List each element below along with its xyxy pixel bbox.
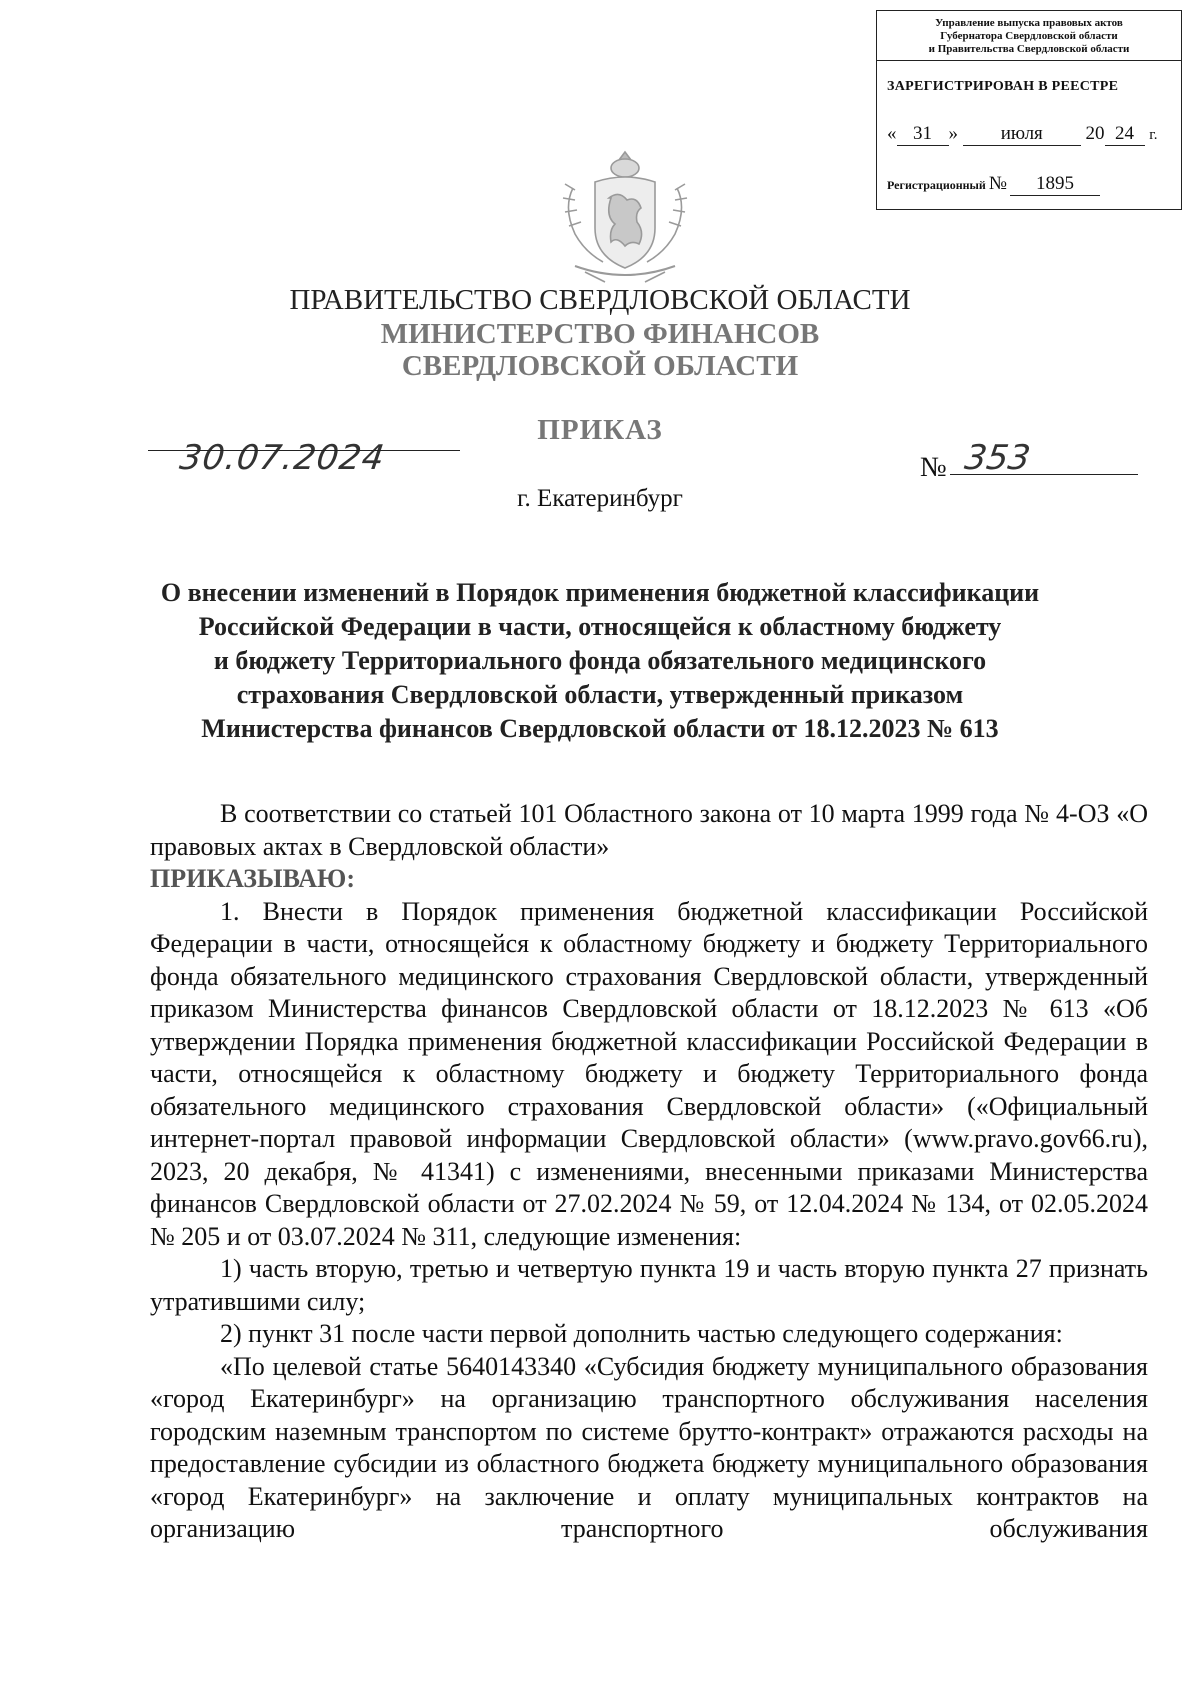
date-underline [148, 450, 460, 451]
ministry-name-line2: СВЕРДЛОВСКОЙ ОБЛАСТИ [401, 350, 799, 382]
stamp-year-label: г. [1149, 127, 1158, 143]
stamp-reg-number: 1895 [1010, 173, 1100, 196]
subitem-2-paragraph: 2) пункт 31 после части первой дополнить частью следующего содержания: [220, 1319, 1063, 1348]
stamp-reg-label: Регистрационный [887, 178, 986, 192]
item-1-paragraph: 1. Внести в Порядок применения бюджетной классификации Российской Федерации в части, относящейся к областному бюджету и бюджету Территориального фонда обязательного медицинского страхования Свердловской области, утвержденный приказом Министерства финансов Свердловской области от 18.12.2023 № 613 «Об утверждении Порядка применения бюджетной классификации Российской Федерации в части, относящейся к областному бюджету и бюджету Территориального фонда обязательного медицинского страхования Свердловской области» («Официальный интернет-портал правовой информации Свердловской области» (www.pravo.gov66.ru), 2023, 20 декабря, № 41341) с изменениями, внесенными приказами Министерства финансов Свердловской области от 27.02.2024 № 59, от 12.04.2024 № 134, от 02.05.2024 № 205 и от 03.07.2024 № 311, следующие изменения: [150, 896, 1148, 1251]
title-line: страхования Свердловской области, утвержденный приказом [236, 680, 964, 709]
stamp-date-year-suffix: 24 [1105, 123, 1145, 146]
title-line: О внесении изменений в Порядок применения бюджетной классификации [160, 578, 1040, 607]
registry-stamp [876, 10, 1182, 210]
stamp-date: « 31 » июля 20 24 г. [887, 123, 1158, 144]
coat-of-arms-icon [555, 148, 695, 286]
quote-paragraph: «По целевой статье 5640143340 «Субсидия бюджету муниципального образования «город Екатеринбург» на организацию транспортного обслуживания населения городским наземным транспортом по системе брутто-контракт» отражаются расходы на предоставление субсидии из областного бюджета бюджету муниципального образования «город Екатеринбург» на заключение и оплату муниципальных контрактов на организацию транспортного обслуживания [150, 1351, 1148, 1543]
stamp-header-line: Управление выпуска правовых актов [935, 17, 1123, 29]
preamble-paragraph: В соответствии со статьей 101 Областного закона от 10 марта 1999 года № 4-ОЗ «О правовых актах в Свердловской области» [150, 799, 1148, 861]
stamp-header-line: Губернатора Свердловской области [940, 30, 1118, 42]
stamp-reg-number-row [887, 173, 1100, 196]
handwritten-date: 30.07.2024 [177, 438, 388, 478]
stamp-date-month: июля [963, 123, 1081, 146]
title-line: Министерства финансов Свердловской области от 18.12.2023 № 613 [201, 714, 999, 743]
stamp-registered-label: ЗАРЕГИСТРИРОВАН В РЕЕСТРЕ [887, 79, 1119, 94]
city: г. Екатеринбург [517, 485, 683, 512]
document-body [150, 798, 1148, 1546]
stamp-number-sign: № [988, 173, 1007, 194]
title-line: и бюджету Территориального фонда обязательного медицинского [213, 646, 987, 675]
stamp-date-year-prefix: 20 [1085, 123, 1105, 144]
stamp-header-line: и Правительства Свердловской области [928, 43, 1130, 55]
stamp-header [877, 11, 1181, 61]
document-title [150, 576, 1050, 746]
number-underline [950, 474, 1138, 475]
title-line: Российской Федерации в части, относящейся к областному бюджету [198, 612, 1002, 641]
order-word: ПРИКАЗЫВАЮ: [150, 864, 355, 893]
handwritten-number: 353 [962, 438, 1033, 478]
subitem-1-paragraph: 1) часть вторую, третью и четвертую пункта 19 и часть вторую пункта 27 признать утратившими силу; [150, 1254, 1148, 1316]
stamp-date-day: 31 [897, 123, 949, 146]
number-label: № [920, 452, 947, 483]
ministry-name-line1: МИНИСТЕРСТВО ФИНАНСОВ [380, 318, 820, 350]
government-name: ПРАВИТЕЛЬСТВО СВЕРДЛОВСКОЙ ОБЛАСТИ [289, 284, 911, 316]
document-type: ПРИКАЗ [537, 414, 663, 446]
